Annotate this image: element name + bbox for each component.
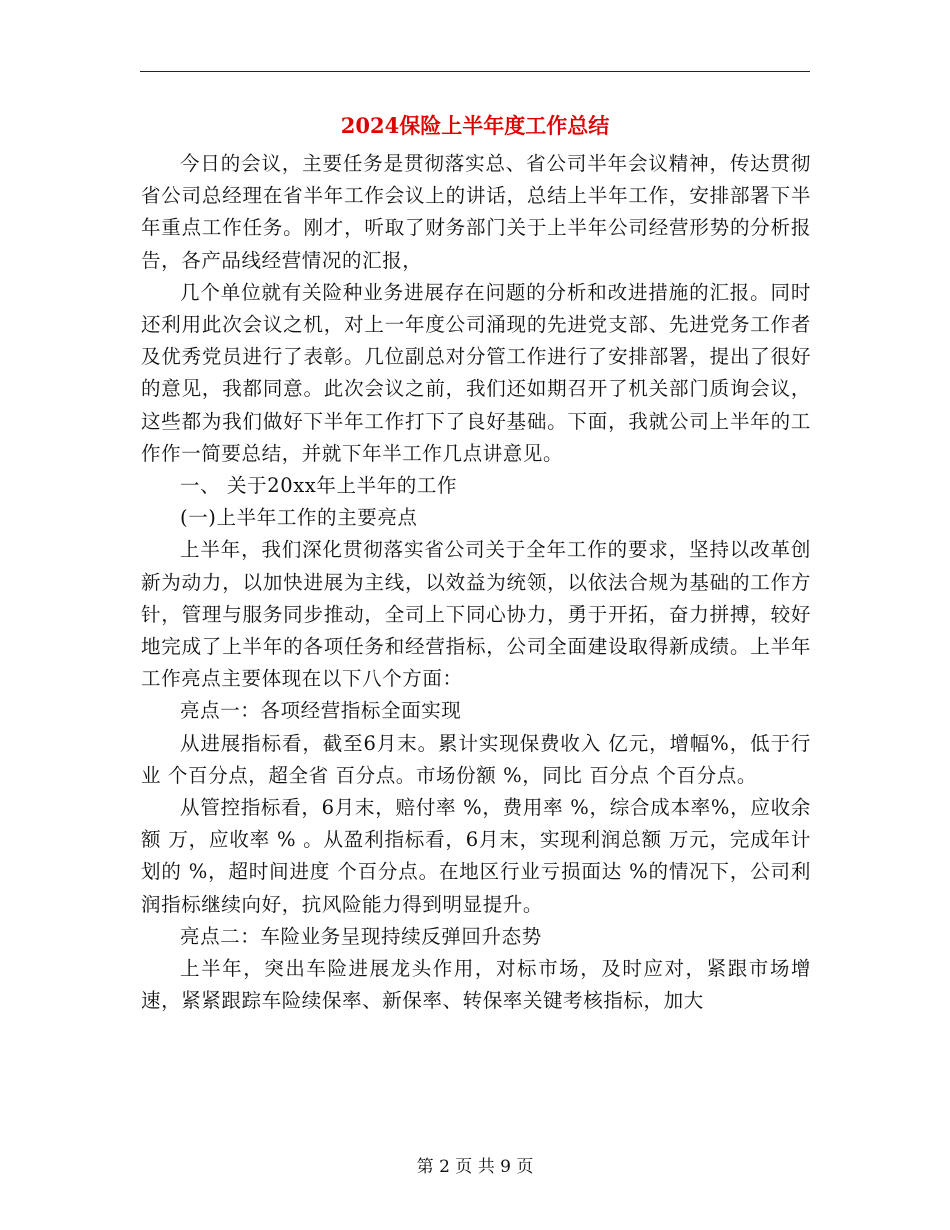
- subsection-heading-1: (一)上半年工作的主要亮点: [180, 506, 418, 530]
- paragraph-intro: 今日的会议，主要任务是贯彻落实总、省公司半年会议精神，传达贯彻省公司总经理在省半年工作会议上的讲话，总结上半年工作，安排部署下半年重点工作任务。刚才，听取了财务部门关于上半年公司经营形势的分析报告，各产品线经营情况的汇报，: [141, 152, 811, 272]
- document-title: 2024保险上半年度工作总结: [340, 113, 610, 138]
- paragraph-control-indicators: 从管控指标看，6月末，赔付率 %，费用率 %，综合成本率%，应收余额 万，应收率 % 。从盈利指标看，6月末，实现利润总额 万元，完成年计划的 %，超时间进度 个百分点。在地区行业亏损面达 %的情况下，公司利润指标继续向好，抗风险能力得到明显提升。: [141, 796, 811, 916]
- document-body: [141, 148, 811, 1017]
- highlight-heading-1: 亮点一：各项经营指标全面实现: [180, 699, 462, 723]
- highlight-heading-2: 亮点二：车险业务呈现持续反弹回升态势: [180, 924, 542, 948]
- page-footer: 第 2 页 共 9 页: [416, 1157, 534, 1177]
- section-heading-1: 一、 关于20xx年上半年的工作: [180, 474, 458, 498]
- paragraph-meeting-summary: 几个单位就有关险种业务进展存在问题的分析和改进措施的汇报。同时还利用此次会议之机，对上一年度公司涌现的先进党支部、先进党务工作者及优秀党员进行了表彰。几位副总对分管工作进行了安排部署，提出了很好的意见，我都同意。此次会议之前，我们还如期召开了机关部门质询会议，这些都为我们做好下半年工作打下了良好基础。下面，我就公司上半年的工作作一简要总结，并就下年半工作几点讲意见。: [141, 280, 811, 465]
- paragraph-auto-insurance: 上半年，突出车险进展龙头作用，对标市场，及时应对，紧跟市场增速，紧紧跟踪车险续保率、新保率、转保率关键考核指标，加大: [141, 957, 811, 1013]
- paragraph-growth-indicators: 从进展指标看，截至6月末。累计实现保费收入 亿元，增幅%，低于行业 个百分点，超全省 百分点。市场份额 %，同比 百分点 个百分点。: [141, 731, 811, 787]
- paragraph-highlights-overview: 上半年，我们深化贯彻落实省公司关于全年工作的要求，坚持以改革创新为动力，以加快进展为主线，以效益为统领，以依法合规为基础的工作方针，管理与服务同步推动，全司上下同心协力，勇于开拓，奋力拼搏，较好地完成了上半年的各项任务和经营指标，公司全面建设取得新成绩。上半年工作亮点主要体现在以下八个方面：: [141, 538, 811, 691]
- header-rule: [140, 71, 810, 72]
